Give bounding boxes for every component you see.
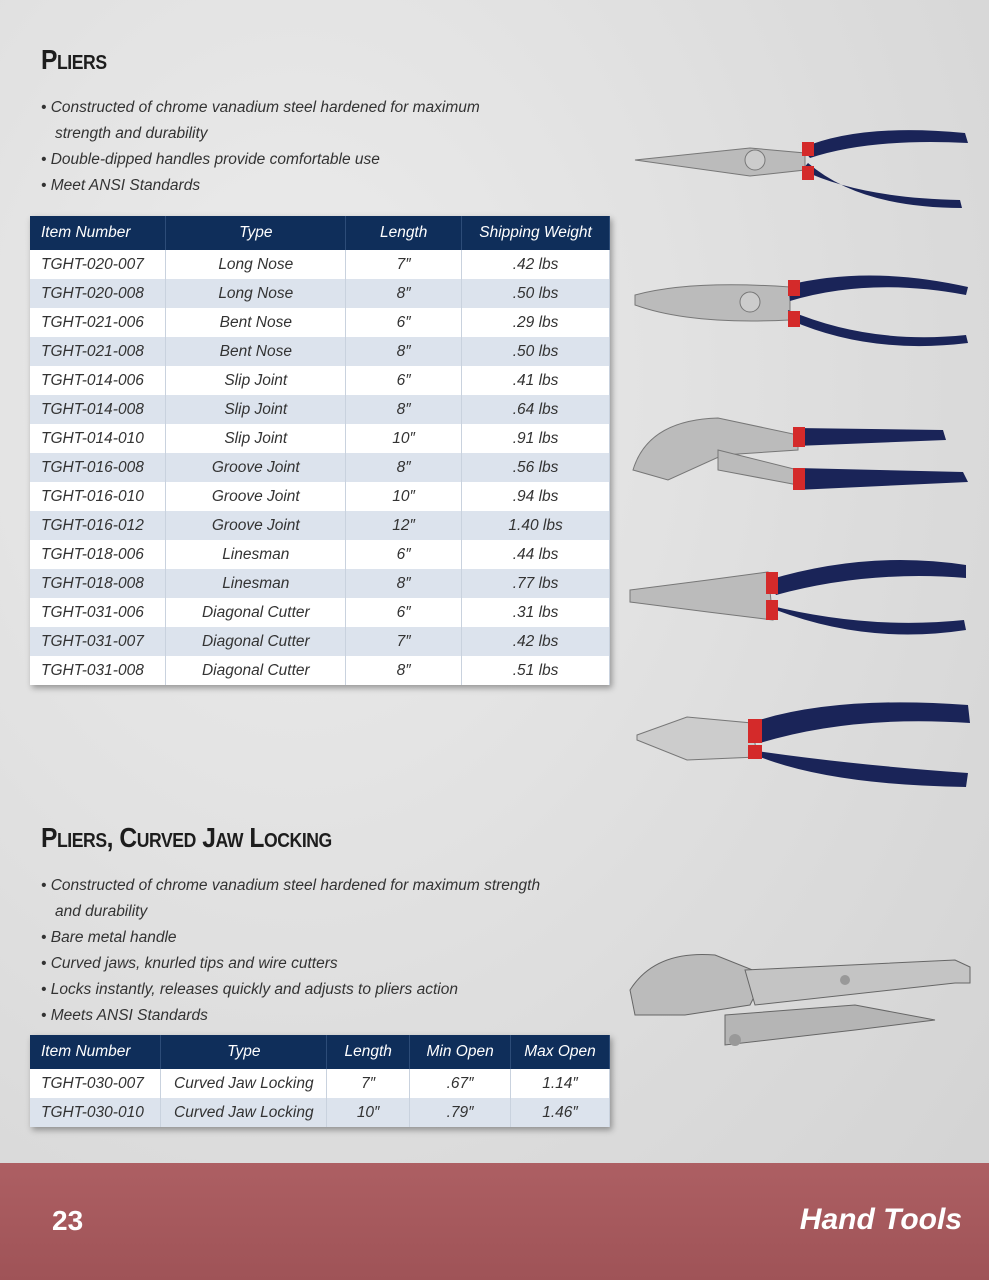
table-row xyxy=(30,598,610,627)
column-header: Item Number xyxy=(30,216,166,250)
table-row xyxy=(30,395,610,424)
table-cell: .79″ xyxy=(410,1098,511,1127)
table-cell: Curved Jaw Locking xyxy=(161,1069,327,1098)
table-cell: TGHT-016-012 xyxy=(30,511,166,540)
locking-features xyxy=(41,873,540,1029)
table-cell: Bent Nose xyxy=(166,308,346,337)
table-cell: .41 lbs xyxy=(462,366,610,395)
table-row xyxy=(30,279,610,308)
table-cell: .94 lbs xyxy=(462,482,610,511)
locking-pliers-table xyxy=(30,1035,610,1127)
table-cell: TGHT-018-008 xyxy=(30,569,166,598)
table-cell: 8″ xyxy=(346,656,462,685)
table-cell: Linesman xyxy=(166,540,346,569)
table-cell: TGHT-014-008 xyxy=(30,395,166,424)
table-cell: 8″ xyxy=(346,453,462,482)
feature: • Constructed of chrome vanadium steel hardened for maximum strength xyxy=(41,877,541,894)
table-cell: Diagonal Cutter xyxy=(166,627,346,656)
table-cell: Groove Joint xyxy=(166,453,346,482)
table-row xyxy=(30,1098,610,1127)
table-cell: 1.46″ xyxy=(511,1098,610,1127)
table-cell: 10″ xyxy=(346,424,462,453)
table-cell: .91 lbs xyxy=(462,424,610,453)
table-cell: 6″ xyxy=(346,308,462,337)
column-header: Item Number xyxy=(30,1035,161,1069)
table-row xyxy=(30,540,610,569)
table-row xyxy=(30,511,610,540)
table-cell: TGHT-014-006 xyxy=(30,366,166,395)
groove-joint-pliers-image xyxy=(628,410,973,505)
table-cell: 7″ xyxy=(346,627,462,656)
table-cell: Bent Nose xyxy=(166,337,346,366)
column-header: Length xyxy=(346,216,462,250)
section-title: Hand Tools xyxy=(799,1203,962,1236)
table-cell: .64 lbs xyxy=(462,395,610,424)
table-cell: 1.14″ xyxy=(511,1069,610,1098)
table-cell: .67″ xyxy=(410,1069,511,1098)
feature: • Constructed of chrome vanadium steel hardened for maximum xyxy=(41,99,480,116)
table-cell: 6″ xyxy=(346,598,462,627)
diagonal-cutter-image xyxy=(632,695,977,795)
column-header: Length xyxy=(327,1035,410,1069)
table-cell: 8″ xyxy=(346,395,462,424)
bent-nose-pliers-image xyxy=(630,265,975,355)
column-header: Shipping Weight xyxy=(462,216,610,250)
column-header: Type xyxy=(161,1035,327,1069)
table-cell: Linesman xyxy=(166,569,346,598)
table-cell: 7″ xyxy=(346,250,462,279)
table-cell: TGHT-016-008 xyxy=(30,453,166,482)
table-row xyxy=(30,424,610,453)
table-row xyxy=(30,656,610,685)
table-cell: TGHT-031-007 xyxy=(30,627,166,656)
table-row xyxy=(30,366,610,395)
table-cell: TGHT-020-007 xyxy=(30,250,166,279)
table-cell: Diagonal Cutter xyxy=(166,598,346,627)
pliers-features xyxy=(41,95,480,199)
table-row xyxy=(30,337,610,366)
table-cell: 6″ xyxy=(346,366,462,395)
table-cell: TGHT-030-010 xyxy=(30,1098,161,1127)
feature: • Meets ANSI Standards xyxy=(41,1007,208,1024)
table-cell: 8″ xyxy=(346,279,462,308)
table-cell: Groove Joint xyxy=(166,511,346,540)
table-cell: TGHT-021-006 xyxy=(30,308,166,337)
table-cell: TGHT-018-006 xyxy=(30,540,166,569)
feature: • Bare metal handle xyxy=(41,929,177,946)
table-row xyxy=(30,482,610,511)
table-cell: .56 lbs xyxy=(462,453,610,482)
table-row xyxy=(30,627,610,656)
pliers-table xyxy=(30,216,610,685)
table-cell: Slip Joint xyxy=(166,395,346,424)
table-cell: 12″ xyxy=(346,511,462,540)
page-footer xyxy=(0,1163,989,1280)
feature: • Meet ANSI Standards xyxy=(41,177,201,194)
table-row xyxy=(30,308,610,337)
table-cell: .31 lbs xyxy=(462,598,610,627)
locking-pliers-title: Pliers, Curved Jaw Locking xyxy=(41,822,332,853)
feature: strength and durability xyxy=(55,125,208,142)
table-cell: .42 lbs xyxy=(462,627,610,656)
table-cell: 8″ xyxy=(346,569,462,598)
column-header: Type xyxy=(166,216,346,250)
feature: • Locks instantly, releases quickly and adjusts to pliers action xyxy=(41,981,458,998)
table-cell: Long Nose xyxy=(166,279,346,308)
table-cell: 8″ xyxy=(346,337,462,366)
feature: • Double-dipped handles provide comfortable use xyxy=(41,151,380,168)
table-cell: .51 lbs xyxy=(462,656,610,685)
table-cell: TGHT-030-007 xyxy=(30,1069,161,1098)
long-nose-pliers-image xyxy=(630,118,975,213)
table-cell: .50 lbs xyxy=(462,279,610,308)
pliers-title: Pliers xyxy=(41,44,107,75)
feature: • Curved jaws, knurled tips and wire cutters xyxy=(41,955,338,972)
table-cell: .42 lbs xyxy=(462,250,610,279)
table-row xyxy=(30,453,610,482)
table-cell: .44 lbs xyxy=(462,540,610,569)
table-cell: TGHT-031-006 xyxy=(30,598,166,627)
table-cell: .77 lbs xyxy=(462,569,610,598)
table-cell: 1.40 lbs xyxy=(462,511,610,540)
table-cell: TGHT-014-010 xyxy=(30,424,166,453)
table-cell: TGHT-021-008 xyxy=(30,337,166,366)
linesman-pliers-image xyxy=(628,550,973,645)
locking-pliers-image xyxy=(625,945,980,1060)
table-row xyxy=(30,1069,610,1098)
table-cell: .29 lbs xyxy=(462,308,610,337)
table-row xyxy=(30,250,610,279)
table-cell: Curved Jaw Locking xyxy=(161,1098,327,1127)
feature: and durability xyxy=(55,903,148,920)
table-cell: TGHT-031-008 xyxy=(30,656,166,685)
table-cell: 10″ xyxy=(327,1098,410,1127)
table-row xyxy=(30,569,610,598)
table-cell: .50 lbs xyxy=(462,337,610,366)
table-cell: 10″ xyxy=(346,482,462,511)
column-header: Min Open xyxy=(410,1035,511,1069)
table-cell: 7″ xyxy=(327,1069,410,1098)
table-cell: TGHT-016-010 xyxy=(30,482,166,511)
table-cell: Slip Joint xyxy=(166,366,346,395)
table-cell: 6″ xyxy=(346,540,462,569)
table-cell: TGHT-020-008 xyxy=(30,279,166,308)
column-header: Max Open xyxy=(511,1035,610,1069)
table-cell: Slip Joint xyxy=(166,424,346,453)
table-cell: Groove Joint xyxy=(166,482,346,511)
page-number: 23 xyxy=(52,1205,84,1236)
table-cell: Diagonal Cutter xyxy=(166,656,346,685)
table-cell: Long Nose xyxy=(166,250,346,279)
